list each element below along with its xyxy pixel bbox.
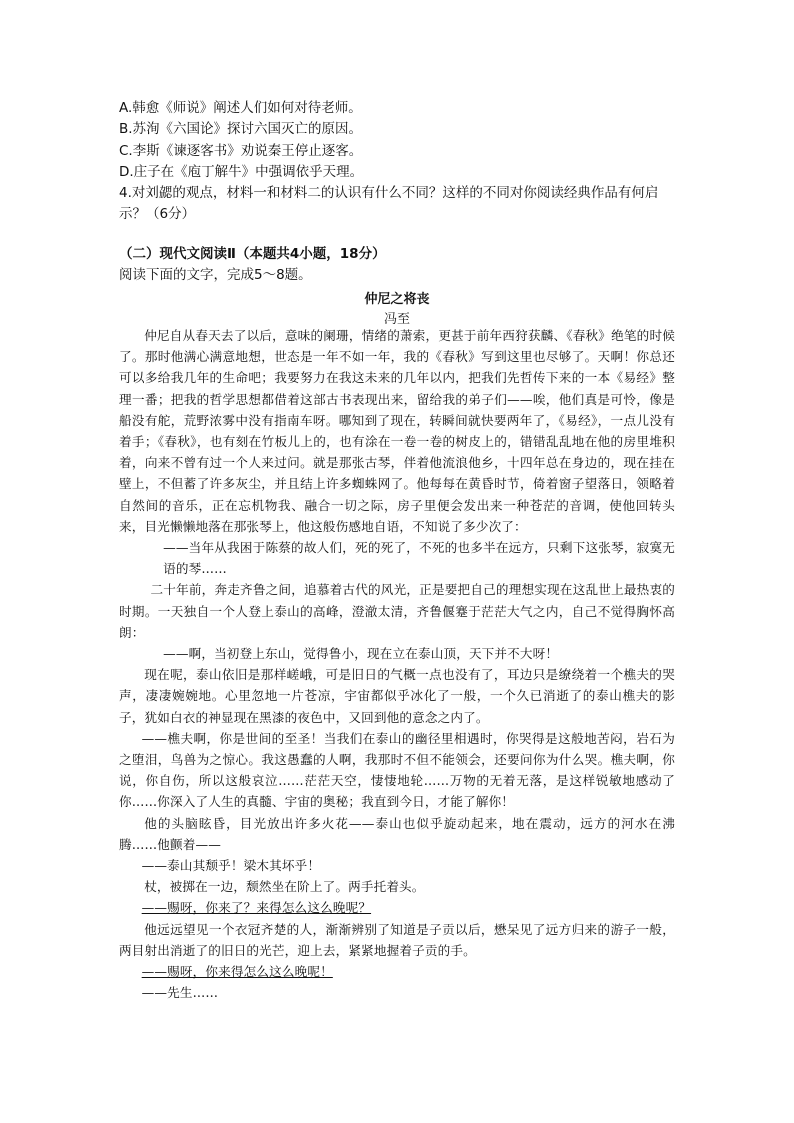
article-body (119, 325, 675, 1004)
article-title: 仲尼之将丧 (364, 292, 430, 307)
question-4: 4.对刘勰的观点，材料一和材料二的认识有什么不同？这样的不同对你阅读经典作品有何启示？（6分） (119, 185, 659, 223)
paragraph: 他的头脑眩昏，目光放出许多火花——泰山也似乎旋动起来，地在震动，远方的河水在沸腾……他颤着—— (119, 815, 675, 852)
paragraph (119, 897, 675, 918)
paragraph: ——泰山其颓乎！梁木其坏乎！ (141, 858, 321, 874)
section-header (119, 244, 679, 286)
paragraph: 现在呢，泰山依旧是那样嵯峨，可是旧日的气概一点也没有了，耳边只是缭绕着一个樵夫的哭声，凄凄婉婉地。心里忽地一片苍凉，宇宙都似乎冰化了一般，一个久已消逝了的泰山樵夫的影子，犹如白衣的神显现在黑漆的夜色中，又回到他的意念之内了。 (119, 667, 675, 725)
paragraph (119, 961, 675, 982)
section-instruction: 阅读下面的文字，完成5～8题。 (119, 267, 312, 283)
paragraph: 仲尼自从春天去了以后，意味的阑珊，情绪的萧索，更甚于前年西狩获麟、《春秋》绝笔的时候了。那时他满心满意地想，世态是一年不如一年，我的《春秋》写到这里也尽够了。天啊！你总还可以多给我几年的生命吧；我要努力在我这未来的几年以内，把我们先哲传下来的一本《易经》整理一番；把我的哲学思想都借着这部古书表现出来，留给我的弟子们——唉，他们真是可怜，像是船没有舵，荒野浓雾中没有指南车呀。哪知到了现在，转瞬间就快要两年了，《易经》，一点儿没有着手；《春秋》，也有刻在竹板儿上的，也有涂在一卷一卷的树皮上的，错错乱乱地在他的房里堆积着，向来不曾有过一个人来过问。就是那张古琴，伴着他流浪他乡，十四年总在身边的，现在挂在壁上，不但蓄了许多灰尘，并且结上许多蜘蛛网了。他每每在黄昏时节，倚着窗子望落日，领略着自然间的音乐，正在忘机物我、融合一切之际，房子里便会发出来一种苍茫的音调，使他回转头来，目光懒懒地落在那张琴上，他这般伤感地自语，不知说了多少次了： (119, 328, 675, 534)
underlined-sentence: ——赐呀，你来得怎么这么晚呢！ (141, 964, 333, 980)
paragraph: 杖，被掷在一边，颓然坐在阶上了。两手托着头。 (144, 879, 425, 895)
underlined-sentence: ——赐呀，你来了？来得怎么这么晚呢？ (141, 900, 372, 916)
section-heading: （二）现代文阅读Ⅱ（本题共4小题，18分） (119, 246, 386, 262)
option-a: A.韩愈《师说》阐述人们如何对待老师。 (119, 100, 362, 116)
paragraph: ——啊，当初登上东山，觉得鲁小，现在立在泰山顶，天下并不大呀！ (163, 646, 559, 662)
paragraph: ——先生…… (141, 985, 219, 1001)
option-c: C.李斯《谏逐客书》劝说秦王停止逐客。 (119, 142, 363, 159)
question-options (119, 98, 679, 226)
paragraph: 他远远望见一个衣冠齐楚的人，渐渐辨别了知道是子贡以后，懋呆见了远方归来的游子一般，两目射出消逝了的旧日的光芒，迎上去，紧紧地握着子贡的手。 (119, 921, 675, 958)
option-d: D.庄子在《庖丁解牛》中强调依乎天理。 (119, 163, 364, 180)
article-author: 冯至 (383, 312, 410, 327)
paragraph: ——当年从我困于陈蔡的故人们，死的死了，不死的也多半在远方，只剩下这张琴，寂寞无语的琴…… (163, 540, 675, 577)
paragraph: 二十年前，奔走齐鲁之间，追慕着古代的风光，正是要把自己的理想实现在这乱世上最热衷的时期。一天独自一个人登上泰山的高峰，澄澈太清，齐鲁偃蹇于茫茫大气之内，自己不觉得胸怀高朗： (119, 582, 675, 640)
paragraph: ——樵夫啊，你是世间的至圣！当我们在泰山的幽径里相遇时，你哭得是这般地苦闷，岩石为之堕泪，鸟兽为之惊心。我这愚蠢的人啊，我那时不但不能领会，还要问你为什么哭。樵夫啊，你说，你自伤，所以这般哀泣……茫茫天空，悽悽地轮……万物的无着无落，是这样锐敏地感动了你……你深入了人生的真髓、宇宙的奥秘；我直到今日，才能了解你！ (119, 730, 675, 810)
option-b: B.苏洵《六国论》探讨六国灭亡的原因。 (119, 121, 363, 138)
